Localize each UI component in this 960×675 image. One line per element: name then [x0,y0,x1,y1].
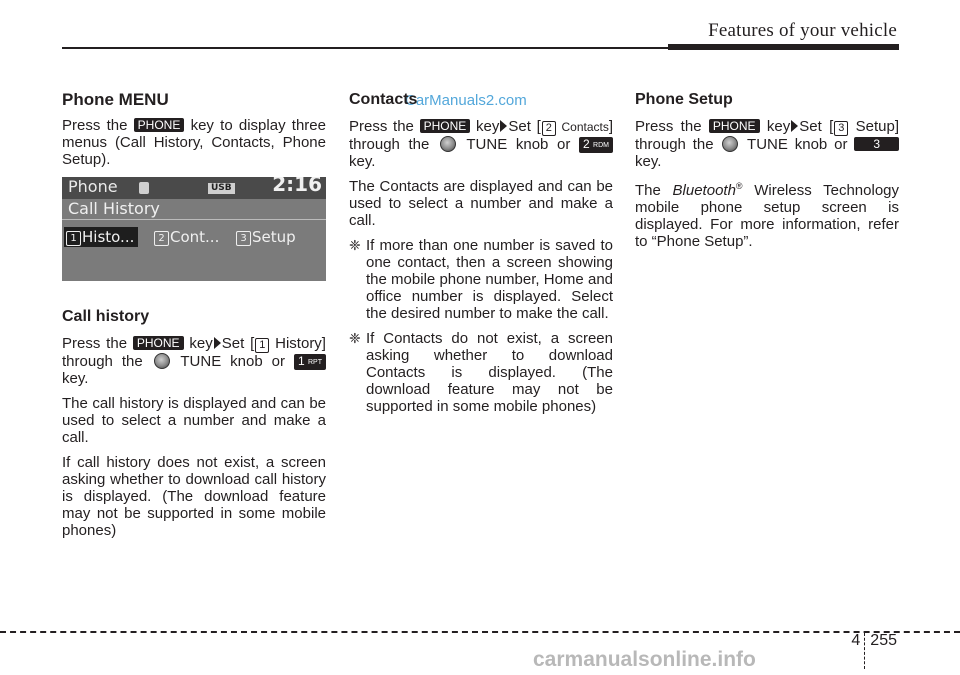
header-rule-accent [668,44,899,50]
call-history-note: If call history does not exist, a screen asking whether to download call history is displayed. (The download feature may not be supported in some mobile phones) [62,454,326,539]
header-rule [62,47,672,49]
call-history-description: The call history is displayed and can be used to select a number and make a call. [62,395,326,446]
note-mark-icon: ❈ [349,330,361,346]
heading-call-history: Call history [62,308,150,325]
screen-menu-item-history: 1 Histo... [64,227,138,247]
phone-key-icon: PHONE [134,118,185,132]
phone-setup-steps: Press the PHONE key Set [ 3 Setup] through the TUNE knob or 3 key. [635,118,899,170]
arrow-right-icon [791,120,798,132]
screen-topbar [62,177,326,199]
phone-setup-description: The Bluetooth® Wireless Technology mobile phone setup screen is displayed. For more information, refer to “Phone Setup”. [635,181,900,250]
column-phone-setup [635,90,899,258]
screen-menu-item-setup: 3 Setup [236,227,296,247]
number-2-icon: 2 [542,121,556,136]
page-number [851,632,897,669]
note-mark-icon: ❈ [349,237,361,253]
number-3-icon: 3 [834,121,848,136]
tune-knob-icon [154,353,170,369]
contacts-description: The Contacts are displayed and can be used to select a number and make a call. [349,178,613,229]
contacts-note-no-contacts: ❈ If Contacts do not exist, a screen asking whether to download Contacts is displayed. (The download feature may not be supported in some mobile phones) [349,330,613,415]
intro-paragraph: Press the PHONE key to display three menus (Call History, Contacts, Phone Setup). [62,117,326,168]
screen-subtitle: Call History [68,199,160,218]
screen-divider [62,219,326,220]
heading-contacts: Contacts [349,91,418,108]
usb-badge: USB [208,183,235,194]
page-separator [864,633,866,669]
number-1-icon: 1 [255,338,269,353]
heading-phone-setup: Phone Setup [635,91,733,108]
column-phone-menu [62,90,326,547]
tune-knob-icon [440,136,456,152]
key-2-rdm-icon: 2 RDM [579,137,613,153]
key-3-icon: 3 [854,137,899,151]
page-number-value: 255 [870,632,897,649]
call-history-steps: Press the PHONE key Set [ 1 History] through the TUNE knob or 1 RPT key. [62,335,326,387]
phone-key-icon: PHONE [133,336,184,350]
watermark-top[interactable]: CarManuals2.com [405,92,527,109]
arrow-right-icon [500,120,507,132]
screen-title: Phone [68,177,118,196]
contacts-note-multiple-numbers: ❈ If more than one number is saved to one contact, then a screen showing the mobile phone number, Home and office number is displayed. Select the desired number to make the call. [349,237,613,322]
phone-key-icon: PHONE [709,119,760,133]
arrow-right-icon [214,337,221,349]
heading-phone-menu: Phone MENU [62,90,169,109]
contacts-steps: Press the PHONE key Set [ 2 Contacts] through the TUNE knob or 2 RDM key. [349,118,614,170]
footer-rule [0,631,960,633]
phone-key-icon: PHONE [420,119,471,133]
chapter-number: 4 [851,632,861,649]
screen-menu-item-contacts: 2 Cont... [154,227,219,247]
bluetooth-icon [139,182,149,194]
screen-menu [62,227,326,249]
watermark-bottom[interactable]: carmanualsonline.info [533,648,756,671]
header-title: Features of your vehicle [708,20,897,41]
key-1-rpt-icon: 1 RPT [294,354,326,370]
column-contacts [349,90,613,423]
screen-clock: 2:16 [272,177,322,196]
phone-menu-screen [62,177,326,281]
tune-knob-icon [722,136,738,152]
